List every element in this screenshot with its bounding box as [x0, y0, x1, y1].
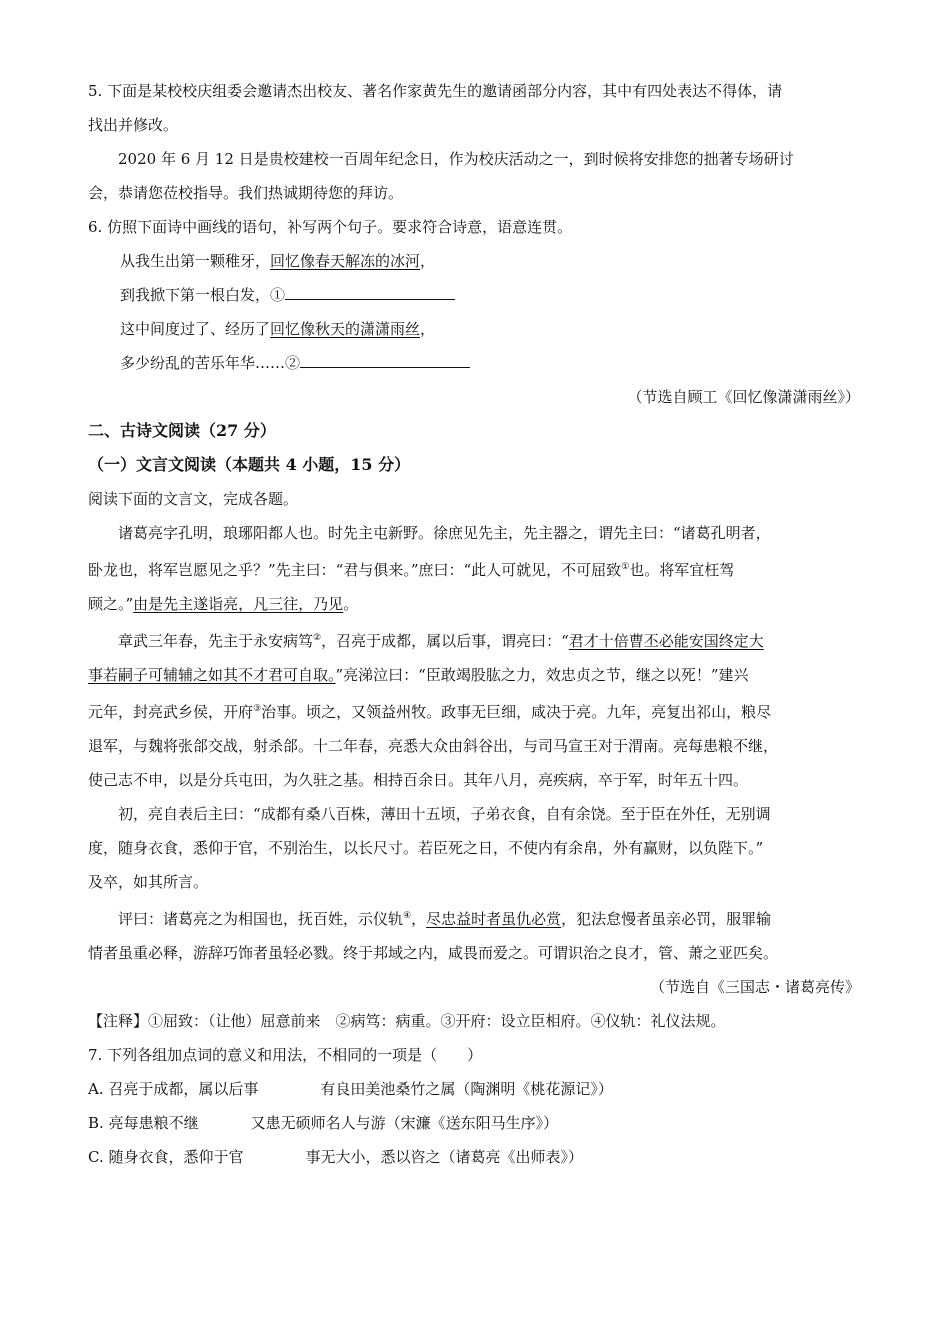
q5-text-line2: 会，恭请您莅校指导。我们热诚期待您的拜访。 — [88, 184, 404, 202]
poem-line2-text: 到我掀下第一根白发，① — [120, 286, 286, 304]
poem-line1-underlined: 回忆像春天解冻的冰河 — [270, 252, 421, 270]
passage-p2-line2 — [88, 658, 860, 692]
passage-p2-underlined-2: 事若嗣子可辅辅之如其不才君可自取。 — [88, 666, 336, 684]
passage-p1-underlined: 由是先主遂诣亮，凡三往，乃见 — [133, 595, 344, 613]
passage-p1-line2-a: 卧龙也，将军岂愿见之乎？”先主曰：“君与俱来。”庶曰：“此人可就见，不可屈致 — [88, 561, 622, 579]
q7-c-right: 事无大小，悉以咨之（诸葛亮《出师表》） — [305, 1148, 583, 1166]
note-marker-2: ② — [313, 633, 322, 643]
passage-p2-line3 — [88, 692, 860, 729]
section2-title: 二、古诗文阅读（27 分） — [88, 421, 276, 440]
poem-line4-text: 多少纷乱的苦乐年华……② — [120, 354, 301, 372]
section2-instruction: 阅读下面的文言文，完成各题。 — [88, 490, 299, 508]
note-marker-4: ④ — [403, 911, 412, 921]
poem-line3 — [88, 312, 860, 346]
q7-a-dotted-word: 属 — [198, 1080, 214, 1098]
q7-option-b[interactable] — [88, 1106, 860, 1140]
q7-b-label: B. 亮每 — [88, 1114, 139, 1132]
passage-p2-line3-b: 治事。顷之，又领益州牧。政事无巨细，咸决于亮。九年，亮复出祁山，粮尽 — [261, 703, 772, 721]
poem-line1-punct: ， — [420, 252, 436, 270]
q7-stem: 7. 下列各组加点词的意义和用法，不相同的一项是（ ） — [88, 1046, 483, 1064]
passage-p2-line4: 退军，与魏将张郃交战，射杀郃。十二年春，亮悉大众由斜谷出，与司马宣王对于渭南。亮每患粮不继， — [88, 737, 779, 755]
note-marker-3: ③ — [253, 704, 262, 714]
passage-p2-line5: 使己志不申，以是分兵屯田，为久驻之基。相持百余日。其年八月，亮疾病，卒于军，时年五十四。 — [88, 771, 749, 789]
answer-blank-2[interactable] — [300, 353, 470, 368]
passage-p1-line3-end: 。 — [343, 595, 359, 613]
passage-source: （节选自《三国志・诸葛亮传》 — [649, 978, 860, 996]
q7-option-a[interactable] — [88, 1072, 860, 1106]
q5-stem-line2: 找出并修改。 — [88, 116, 179, 134]
passage-p1-line3 — [88, 587, 860, 621]
poem-line3-text: 这中间度过了、经历了 — [120, 320, 271, 338]
passage-p1-line2 — [88, 550, 860, 587]
passage-p4-line1 — [88, 899, 860, 936]
q7-option-c[interactable] — [88, 1140, 860, 1174]
passage-p1-line1: 诸葛亮字孔明，琅琊阳都人也。时先主屯新野。徐庶见先主，先主器之，谓先主曰：“诸葛孔明者， — [118, 524, 771, 542]
q7-a-right: 有良田美池桑竹之属（陶渊明《桃花源记》） — [320, 1080, 613, 1098]
passage-p2-line2-b: ”亮涕泣曰：“臣敢竭股肱之力，效忠贞之节，继之以死！”建兴 — [335, 666, 749, 684]
passage-p4-underlined: 尽忠益时者虽仇必赏 — [426, 910, 562, 928]
q7-c-label: C. 随身衣食，悉仰于官 — [88, 1148, 244, 1166]
annotations: 【注释】①屈致：（让他）屈意前来 ②病笃：病重。③开府：设立臣相府。④仪轨：礼仪法规。 — [88, 1012, 726, 1030]
poem-line3-punct: ， — [420, 320, 436, 338]
poem-line1-text: 从我生出第一颗稚牙， — [120, 252, 271, 270]
passage-p4-line1-b: ， — [411, 910, 427, 928]
q6-stem: 6. 仿照下面诗中画线的语句，补写两个句子。要求符合诗意，语意连贯。 — [88, 218, 573, 236]
q7-b-right: 又患无硕师名人与游（宋濂《送东阳马生序》） — [250, 1114, 559, 1132]
q7-a-label: A. 召亮于成都， — [88, 1080, 199, 1098]
poem-source: （节选自顾工《回忆像潇潇雨丝》） — [627, 388, 860, 406]
passage-p3-line1: 初，亮自表后主曰：“成都有桑八百株，薄田十五顷，子弟衣食，自有余饶。至于臣在外任，无别调 — [118, 805, 771, 823]
poem-line4 — [88, 346, 860, 380]
q7-b-rest: 粮不继 — [153, 1114, 199, 1132]
q7-b-dotted-word: 患 — [138, 1114, 154, 1132]
passage-p2-line3-a: 元年，封亮武乡侯，开府 — [88, 703, 254, 721]
passage-p4-line2: 情者虽重必释，游辞巧饰者虽轻必戮。终于邦域之内，咸畏而爱之。可谓识治之良才，管、萧之亚匹矣。 — [88, 944, 779, 962]
poem-line3-underlined: 回忆像秋天的潇潇雨丝 — [270, 320, 421, 338]
passage-p3-line3: 及卒，如其所言。 — [88, 873, 209, 891]
passage-p2-line1 — [88, 621, 860, 658]
exam-page — [88, 74, 860, 1174]
q7-a-rest: 以后事 — [213, 1080, 259, 1098]
passage-p2-line1-a: 章武三年春，先主于永安病笃 — [118, 632, 314, 650]
passage-p4-line1-a: 评曰：诸葛亮之为相国也，抚百姓，示仪轨 — [118, 910, 404, 928]
passage-p4-line1-c: ，犯法怠慢者虽亲必罚，服罪输 — [561, 910, 772, 928]
answer-blank-1[interactable] — [285, 285, 455, 300]
section2-subtitle: （一）文言文阅读（本题共 4 小题，15 分） — [88, 455, 411, 474]
note-marker-1: ① — [621, 562, 630, 572]
passage-p2-underlined-1: 君才十倍曹丕必能安国终定大 — [568, 632, 764, 650]
poem-line2 — [88, 278, 860, 312]
poem-line1 — [88, 244, 860, 278]
passage-p1-line2-b: 也。将军宜枉驾 — [629, 561, 735, 579]
q5-text-line1: 2020 年 6 月 12 日是贵校建校一百周年纪念日，作为校庆活动之一，到时候将安排您的拙著专场研讨 — [118, 150, 794, 168]
q5-stem-line1: 5. 下面是某校校庆组委会邀请杰出校友、著名作家黄先生的邀请函部分内容，其中有四处表达不得体，请 — [88, 82, 783, 100]
passage-p2-line1-b: ，召亮于成都，属以后事，谓亮曰：“ — [321, 632, 569, 650]
passage-p1-line3-a: 顾之。” — [88, 595, 134, 613]
passage-p3-line2: 度，随身衣食，悉仰于官，不别治生，以长尺寸。若臣死之日，不使内有余帛，外有赢财，以负陛下。” — [88, 839, 764, 857]
